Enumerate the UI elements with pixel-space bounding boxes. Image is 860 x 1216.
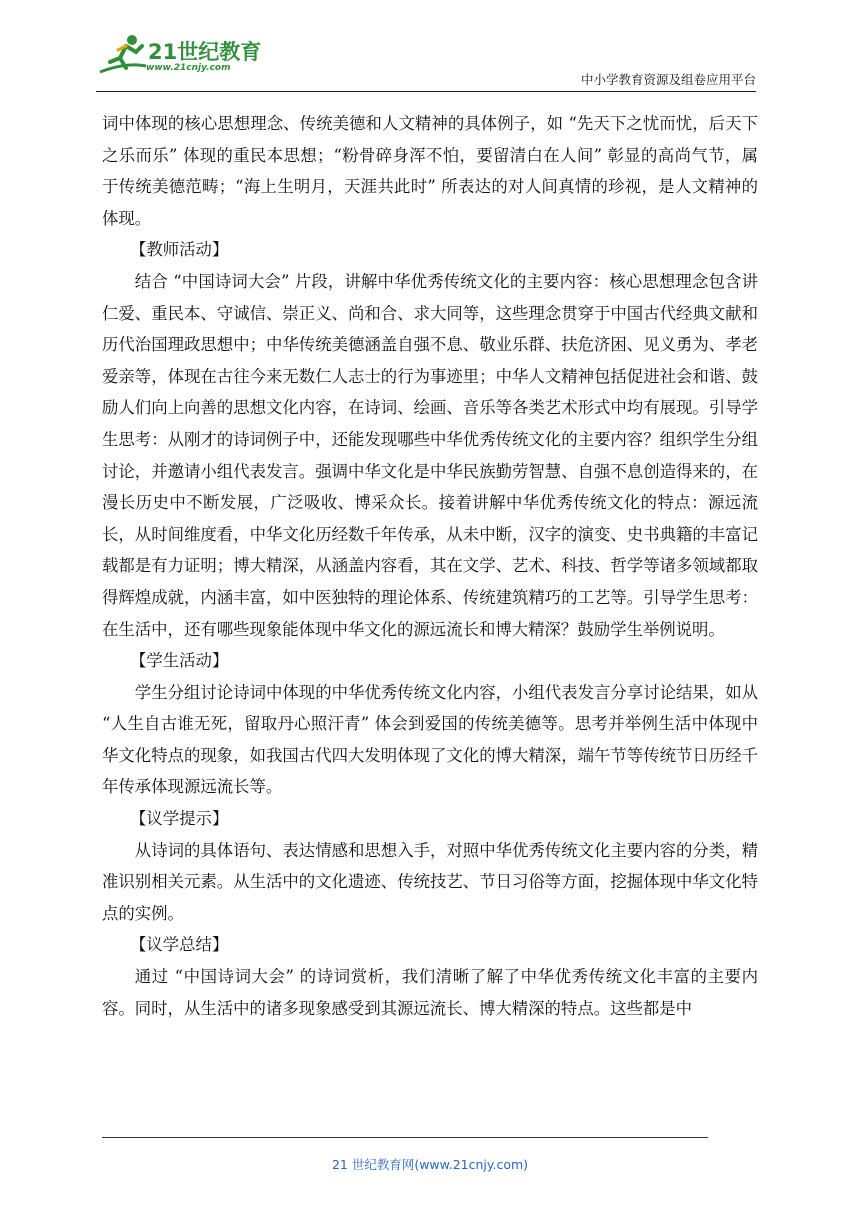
heading-discussion-tips: 【议学提示】 xyxy=(130,809,229,829)
platform-title: 中小学教育资源及组卷应用平台 xyxy=(580,72,756,87)
heading-student-activity: 【学生活动】 xyxy=(130,651,229,671)
footer-divider xyxy=(102,1137,708,1138)
header-divider xyxy=(96,91,756,92)
page-header xyxy=(0,0,860,100)
paragraph-continuation: 词中体现的核心思想理念、传统美德和人文精神的具体例子，如 “先天下之忧而忧，后天下之乐而乐” 体现的重民本思想；“粉骨碎身浑不怕，要留清白在人间” 彰显的高尚气节，属于传统美德范畴；“海上生明月，天涯共此时” 所表达的对人间真情的珍视，是人文精神的体现。 xyxy=(102,114,758,228)
logo-url: www.21cnjy.com xyxy=(146,63,231,73)
document-body xyxy=(102,108,758,1024)
paragraph-discussion-tips: 从诗词的具体语句、表达情感和思想入手，对照中华优秀传统文化主要内容的分类，精准识别相关元素。从生活中的文化遗迹、传统技艺、节日习俗等方面，挖掘体现中华文化特点的实例。 xyxy=(102,840,758,923)
logo-text: 21世纪教育 xyxy=(148,40,262,64)
paragraph-student-activity: 学生分组讨论诗词中体现的中华优秀传统文化内容，小组代表发言分享讨论结果，如从 “人生自古谁无死，留取丹心照汗青” 体会到爱国的传统美德等。思考并举例生活中体现中华文化特点的现象，如我国古代四大发明体现了文化的博大精深，端午节等传统节日历经千年传承体现源远流长等。 xyxy=(102,682,758,797)
heading-discussion-summary: 【议学总结】 xyxy=(130,935,229,955)
heading-teacher-activity: 【教师活动】 xyxy=(130,240,229,260)
footer-link[interactable]: 21 世纪教育网(www.21cnjy.com) xyxy=(331,1157,529,1172)
paragraph-teacher-activity: 结合 “中国诗词大会” 片段，讲解中华优秀传统文化的主要内容：核心思想理念包含讲仁爱、重民本、守诚信、崇正义、尚和合、求大同等，这些理念贯穿于中国古代经典文献和历代治国理政思想中；中华传统美德涵盖自强不息、敬业乐群、扶危济困、见义勇为、孝老爱亲等，体现在古往今来无数仁人志士的行为事迹里；中华人文精神包括促进社会和谐、鼓励人们向上向善的思想文化内容，在诗词、绘画、音乐等各类艺术形式中均有展现。引导学生思考：从刚才的诗词例子中，还能发现哪些中华优秀传统文化的主要内容？组织学生分组讨论，并邀请小组代表发言。强调中华文化是中华民族勤劳智慧、自强不息创造得来的，在漫长历史中不断发展，广泛吸收、博采众长。接着讲解中华优秀传统文化的特点：源远流长，从时间维度看，中华文化历经数千年传承，从未中断，汉字的演变、史书典籍的丰富记载都是有力证明；博大精深，从涵盖内容看，其在文学、艺术、科技、哲学等诸多领域都取得辉煌成就，内涵丰富，如中医独特的理论体系、传统建筑精巧的工艺等。引导学生思考：在生活中，还有哪些现象能体现中华文化的源远流长和博大精深？鼓励学生举例说明。 xyxy=(102,271,758,639)
paragraph-discussion-summary: 通过 “中国诗词大会” 的诗词赏析，我们清晰了解了中华优秀传统文化丰富的主要内容。同时，从生活中的诸多现象感受到其源远流长、博大精深的特点。这些都是中 xyxy=(102,967,758,1018)
